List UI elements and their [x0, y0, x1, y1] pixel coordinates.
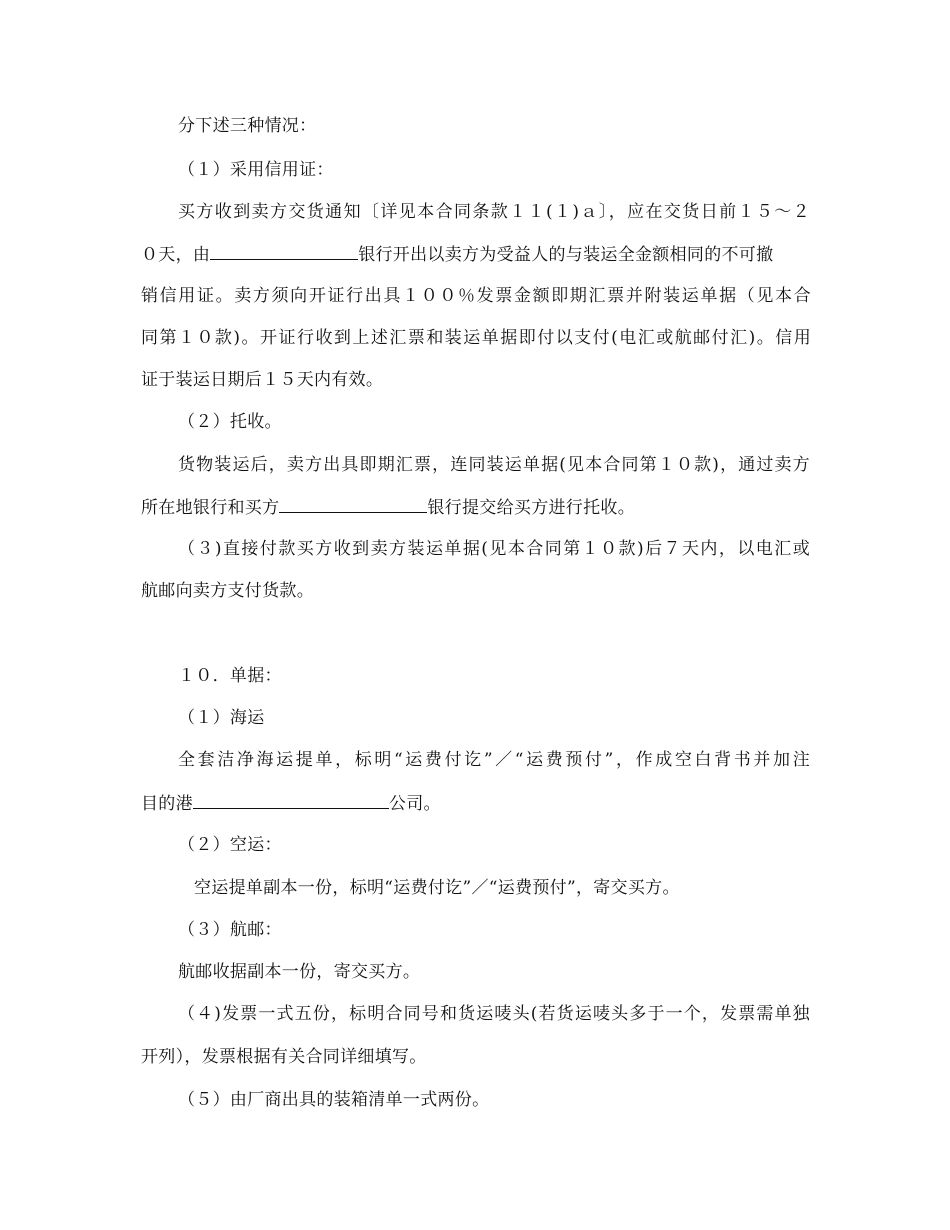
- collection-line-2: [141, 494, 635, 520]
- sea-freight-line-1: 全套洁净海运提单，标明“运费付讫”／“运费预付”，作成空白背书并加注: [178, 750, 810, 770]
- paragraph-intro: 分下述三种情况：: [178, 116, 317, 136]
- letter-of-credit-line-4: 同第１０款)。开证行收到上述汇票和装运单据即付以支付(电汇或航邮付汇)。信用: [141, 328, 811, 348]
- item-air-freight-heading: （２）空运：: [178, 835, 282, 855]
- letter-of-credit-line-3: 销信用证。卖方须向开证行出具１００％发票金额即期汇票并附装运单据（见本合: [141, 286, 811, 306]
- sea-freight-line-2-start: 目的港: [141, 794, 193, 814]
- item-packing-list: （５）由厂商出具的装箱清单一式两份。: [178, 1090, 490, 1110]
- section-documents-heading: １０．单据：: [178, 666, 282, 686]
- bank-name-blank-2[interactable]: [279, 494, 427, 513]
- item-collection-heading: （２）托收。: [178, 412, 282, 432]
- letter-of-credit-line-1: 买方收到卖方交货通知〔详见本合同条款１１(１)ａ〕，应在交货日前１５～２: [178, 202, 810, 222]
- letter-of-credit-line-2-end: 银行开出以卖方为受益人的与装运全金额相同的不可撤: [358, 245, 774, 265]
- item-air-mail-heading: （３）航邮：: [178, 920, 282, 940]
- air-freight-line: 空运提单副本一份，标明“运费付讫”／“运费预付”，寄交买方。: [194, 878, 680, 898]
- direct-payment-line-2: 航邮向卖方支付货款。: [141, 581, 314, 601]
- air-mail-line: 航邮收据副本一份，寄交买方。: [178, 962, 421, 982]
- bank-name-blank-1[interactable]: [210, 241, 358, 260]
- item-sea-freight-heading: （１）海运: [178, 708, 265, 728]
- invoice-line-2: 开列），发票根据有关合同详细填写。: [141, 1047, 427, 1067]
- letter-of-credit-line-2: [141, 241, 773, 267]
- letter-of-credit-line-5: 证于装运日期后１５天内有效。: [141, 370, 384, 390]
- direct-payment-line-1: （３)直接付款买方收到卖方装运单据(见本合同第１０款)后７天内，以电汇或: [178, 539, 810, 559]
- destination-port-blank[interactable]: [193, 790, 389, 809]
- collection-line-2-end: 银行提交给买方进行托收。: [427, 498, 636, 518]
- item-letter-of-credit-heading: （１）采用信用证：: [178, 160, 334, 180]
- sea-freight-line-2-end: 公司。: [388, 794, 441, 814]
- letter-of-credit-line-2-start: ０天，由: [141, 245, 211, 265]
- collection-line-1: 货物装运后，卖方出具即期汇票，连同装运单据(见本合同第１０款)，通过卖方: [178, 455, 810, 475]
- sea-freight-line-2: [141, 790, 441, 816]
- collection-line-2-start: 所在地银行和买方: [141, 498, 280, 518]
- invoice-line-1: （４)发票一式五份，标明合同号和货运唛头(若货运唛头多于一个，发票需单独: [178, 1004, 810, 1024]
